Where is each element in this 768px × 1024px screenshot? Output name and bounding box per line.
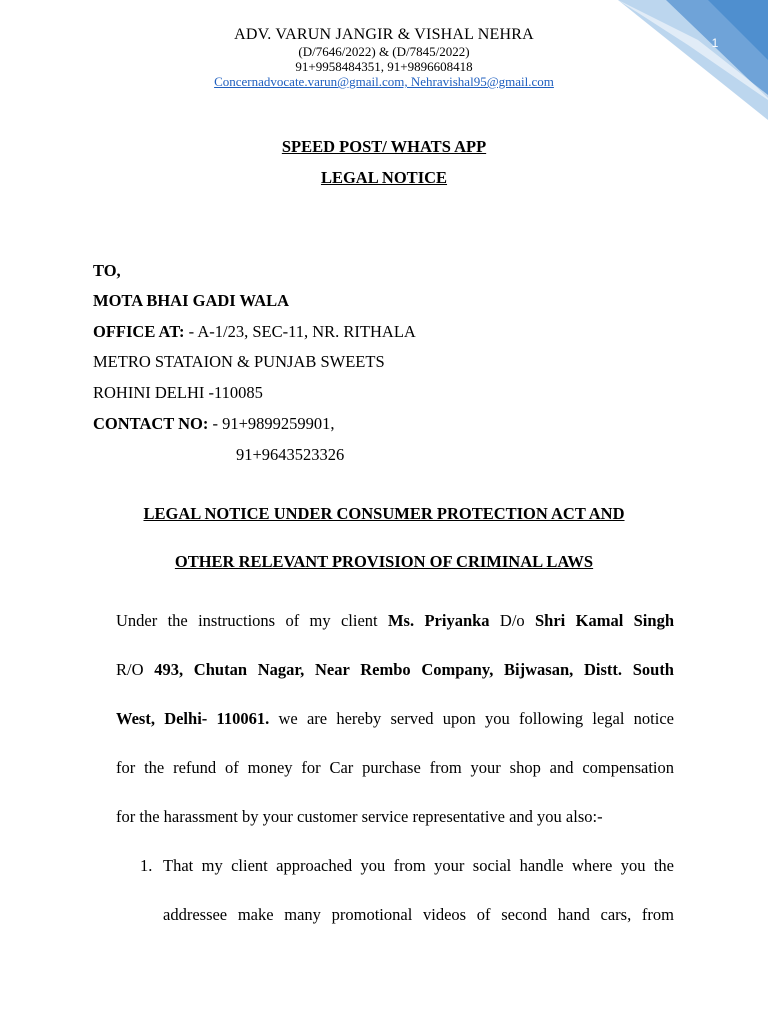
- body-text: Under the instructions of my client: [116, 611, 388, 630]
- list-item-text: [163, 841, 674, 939]
- body-text: we are hereby served upon you following legal notice: [269, 709, 674, 728]
- client-father-name: Shri Kamal Singh: [535, 611, 674, 630]
- body-paragraph: [116, 596, 674, 841]
- list-item-number: 1.: [140, 856, 153, 875]
- office-label: OFFICE AT:: [93, 322, 185, 341]
- office-address-line3: ROHINI DELHI -110085: [93, 383, 263, 402]
- body-line1: [116, 596, 674, 645]
- office-address-line2: METRO STATAION & PUNJAB SWEETS: [93, 352, 385, 371]
- list-item-line2: addressee make many promotional videos of second hand cars, from: [163, 905, 674, 924]
- notice-title: LEGAL NOTICE: [320, 168, 448, 187]
- contact-number1: - 91+9899259901,: [208, 414, 335, 433]
- body-line3: [116, 694, 674, 743]
- client-name: Ms. Priyanka: [387, 611, 490, 630]
- letterhead: [0, 25, 768, 89]
- body-line5: for the harassment by your customer service representative and you also:-: [116, 807, 603, 826]
- contact-label: CONTACT NO:: [93, 414, 209, 433]
- list-item-line1: That my client approached you from your social handle where you the: [163, 856, 674, 875]
- client-address: 493, Chutan Nagar, Near Rembo Company, Bijwasan, Distt. South: [154, 660, 674, 679]
- recipient-name: MOTA BHAI GADI WALA: [93, 291, 290, 310]
- body-line2: [116, 645, 674, 694]
- office-address-line1: [93, 322, 416, 342]
- client-address-cont: West, Delhi- 110061.: [116, 709, 270, 728]
- subject-line1: LEGAL NOTICE UNDER CONSUMER PROTECTION ACT AND: [143, 504, 625, 523]
- page-number: 1: [711, 36, 719, 50]
- letterhead-emails[interactable]: Concernadvocate.varun@gmail.com, Nehravishal95@gmail.com: [214, 74, 554, 89]
- body-line4: for the refund of money for Car purchase from your shop and compensation: [116, 758, 674, 777]
- letterhead-enrollment: (D/7646/2022) & (D/7845/2022): [298, 44, 470, 59]
- list-item: [140, 841, 674, 939]
- body-text: D/o: [489, 611, 535, 630]
- delivery-mode-heading: SPEED POST/ WHATS APP: [281, 137, 487, 156]
- address-to: TO,: [93, 261, 121, 280]
- contact-number2: 91+9643523326: [236, 445, 345, 464]
- letterhead-name: ADV. VARUN JANGIR & VISHAL NEHRA: [234, 26, 534, 43]
- body-text: R/O: [116, 660, 155, 679]
- subject-line2: OTHER RELEVANT PROVISION OF CRIMINAL LAWS: [174, 552, 594, 571]
- office-line1: - A-1/23, SEC-11, NR. RITHALA: [184, 322, 416, 341]
- letterhead-phones: 91+9958484351, 91+9896608418: [295, 59, 473, 74]
- contact-line1: [93, 414, 335, 434]
